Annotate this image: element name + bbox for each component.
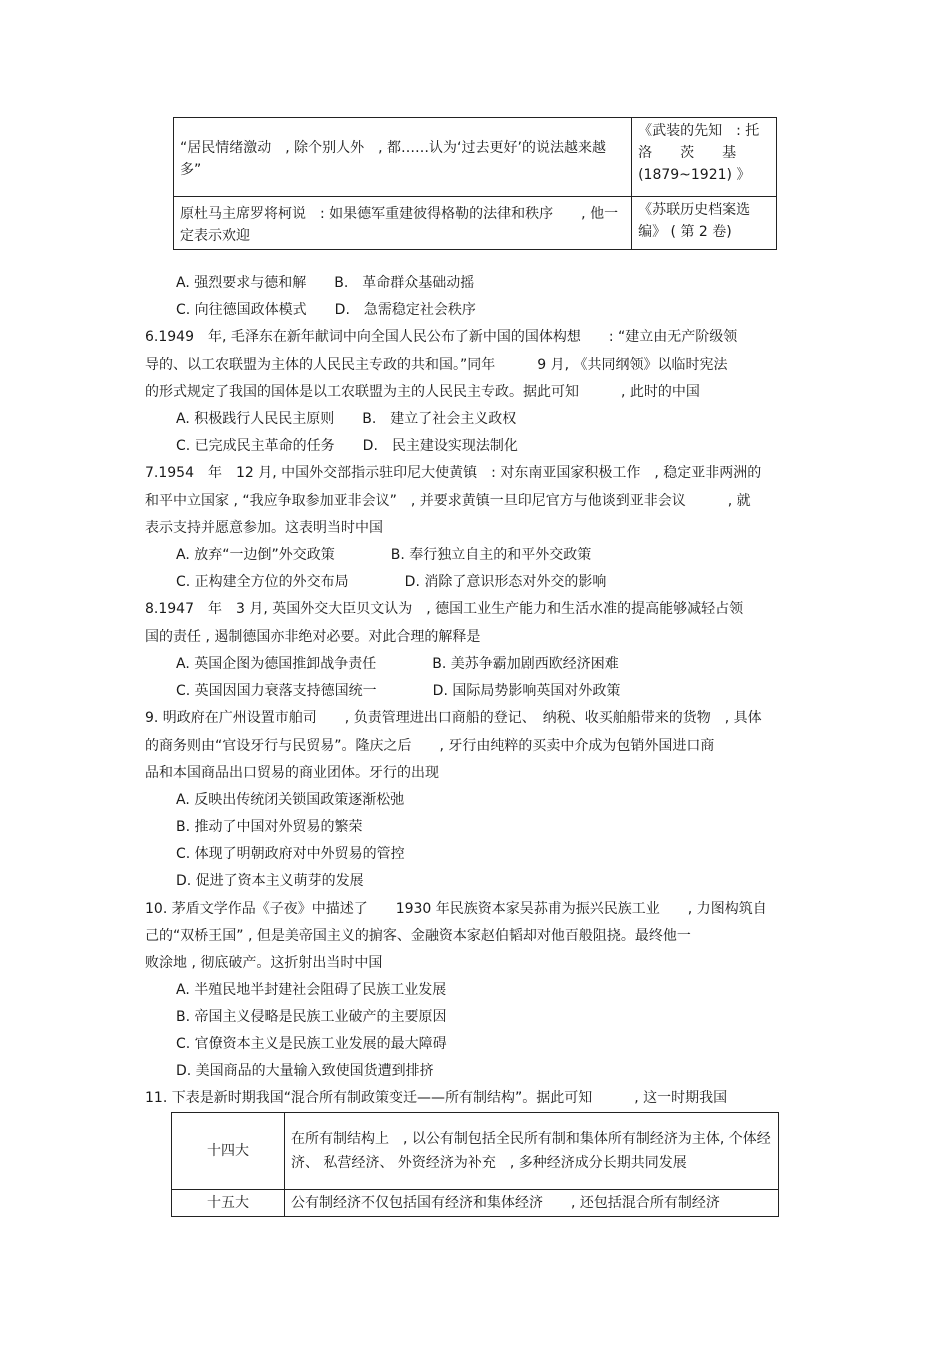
q9-option-d: D. 促进了资本主义萌芽的发展 [176, 873, 364, 889]
q9-stem-line: 的商务则由“官设牙行与民贸易”。隆庆之后 , 牙行由纯粹的买卖中介成为包销外国进口商 [145, 738, 715, 754]
q6-stem-line: 导的、以工农联盟为主体的人民民主专政的共和国。”同年 9 月, 《共同纲领》以临时宪法 [145, 357, 728, 373]
q5-option-cd: C. 向往德国政体模式 D. 急需稳定社会秩序 [176, 302, 476, 318]
q8-option-ab: A. 英国企图为德国推卸战争责任 B. 美苏争霸加剧西欧经济困难 [176, 656, 619, 672]
q6-option-cd: C. 已完成民主革命的任务 D. 民主建设实现法制化 [176, 438, 518, 454]
q6-stem-line: 的形式规定了我国的国体是以工农联盟为主的人民民主专政。据此可知 , 此时的中国 [145, 384, 700, 400]
q9-option-a: A. 反映出传统闭关锁国政策逐渐松弛 [176, 792, 405, 808]
ownership-policy-table [171, 1112, 779, 1217]
source-cell: 《苏联历史档案选编》 ( 第 2 卷) [632, 197, 777, 250]
quote-source-table [173, 117, 777, 250]
q10-option-a: A. 半殖民地半封建社会阻碍了民族工业发展 [176, 982, 447, 998]
q7-stem-line: 7.1954 年 12 月, 中国外交部指示驻印尼大使黄镇 : 对东南亚国家积极工作 , 稳定亚非两洲的 [145, 465, 762, 481]
quote-cell: “居民情绪激动 , 除个别人外 , 都……认为‘过去更好’的说法越来越多” [174, 118, 632, 197]
q8-stem-line: 国的责任 , 遏制德国亦非绝对必要。对此合理的解释是 [145, 629, 481, 645]
q10-option-b: B. 帝国主义侵略是民族工业破产的主要原因 [176, 1009, 447, 1025]
content-cell: 公有制经济不仅包括国有经济和集体经济 , 还包括混合所有制经济 [285, 1190, 779, 1217]
content-cell: 在所有制结构上 , 以公有制包括全民所有制和集体所有制经济为主体, 个体经济、 私营经济、 外资经济为补充 , 多种经济成分长期共同发展 [285, 1113, 779, 1190]
q9-stem-line: 9. 明政府在广州设置市舶司 , 负责管理进出口商船的登记、 纳税、收买舶船带来的货物 , 具体 [145, 710, 762, 726]
q10-stem-line: 败涂地 , 彻底破产。这折射出当时中国 [145, 955, 383, 971]
q10-stem-line: 己的“双桥王国” , 但是美帝国主义的掮客、金融资本家赵伯韬却对他百般阻挠。最终他一 [145, 928, 691, 944]
period-cell: 十五大 [172, 1190, 285, 1217]
table-row [174, 118, 777, 197]
q7-stem-line: 表示支持并愿意参加。这表明当时中国 [145, 520, 383, 536]
q10-option-c: C. 官僚资本主义是民族工业发展的最大障碍 [176, 1036, 447, 1052]
period-cell: 十四大 [172, 1113, 285, 1190]
q7-option-cd: C. 正构建全方位的外交布局 D. 消除了意识形态对外交的影响 [176, 574, 607, 590]
q7-option-ab: A. 放弃“一边倒”外交政策 B. 奉行独立自主的和平外交政策 [176, 547, 592, 563]
q9-stem-line: 品和本国商品出口贸易的商业团体。牙行的出现 [145, 765, 439, 781]
q5-option-ab: A. 强烈要求与德和解 B. 革命群众基础动摇 [176, 275, 475, 291]
table-row [172, 1113, 779, 1190]
q8-stem-line: 8.1947 年 3 月, 英国外交大臣贝文认为 , 德国工业生产能力和生活水准的提高能够减轻占领 [145, 601, 744, 617]
table-row [174, 197, 777, 250]
q11-stem-line: 11. 下表是新时期我国“混合所有制政策变迁——所有制结构”。据此可知 , 这一时期我国 [145, 1090, 728, 1106]
q9-option-c: C. 体现了明朝政府对中外贸易的管控 [176, 846, 405, 862]
q10-stem-line: 10. 茅盾文学作品《子夜》中描述了 1930 年民族资本家吴荪甫为振兴民族工业 , 力图构筑自 [145, 901, 767, 917]
q9-option-b: B. 推动了中国对外贸易的繁荣 [176, 819, 363, 835]
quote-cell: 原杜马主席罗将柯说 : 如果德军重建彼得格勒的法律和秩序 , 他一定表示欢迎 [174, 197, 632, 250]
source-cell: 《武装的先知 : 托洛 茨 基 (1879~1921) 》 [632, 118, 777, 197]
q8-option-cd: C. 英国因国力衰落支持德国统一 D. 国际局势影响英国对外政策 [176, 683, 621, 699]
q6-stem-line: 6.1949 年, 毛泽东在新年献词中向全国人民公布了新中国的国体构想 : “建立由无产阶级领 [145, 329, 738, 345]
q10-option-d: D. 美国商品的大量输入致使国货遭到排挤 [176, 1063, 434, 1079]
q7-stem-line: 和平中立国家 , “我应争取参加亚非会议” , 并要求黄镇一旦印尼官方与他谈到亚非会议 , 就 [145, 493, 751, 509]
q6-option-ab: A. 积极践行人民民主原则 B. 建立了社会主义政权 [176, 411, 517, 427]
table-row [172, 1190, 779, 1217]
